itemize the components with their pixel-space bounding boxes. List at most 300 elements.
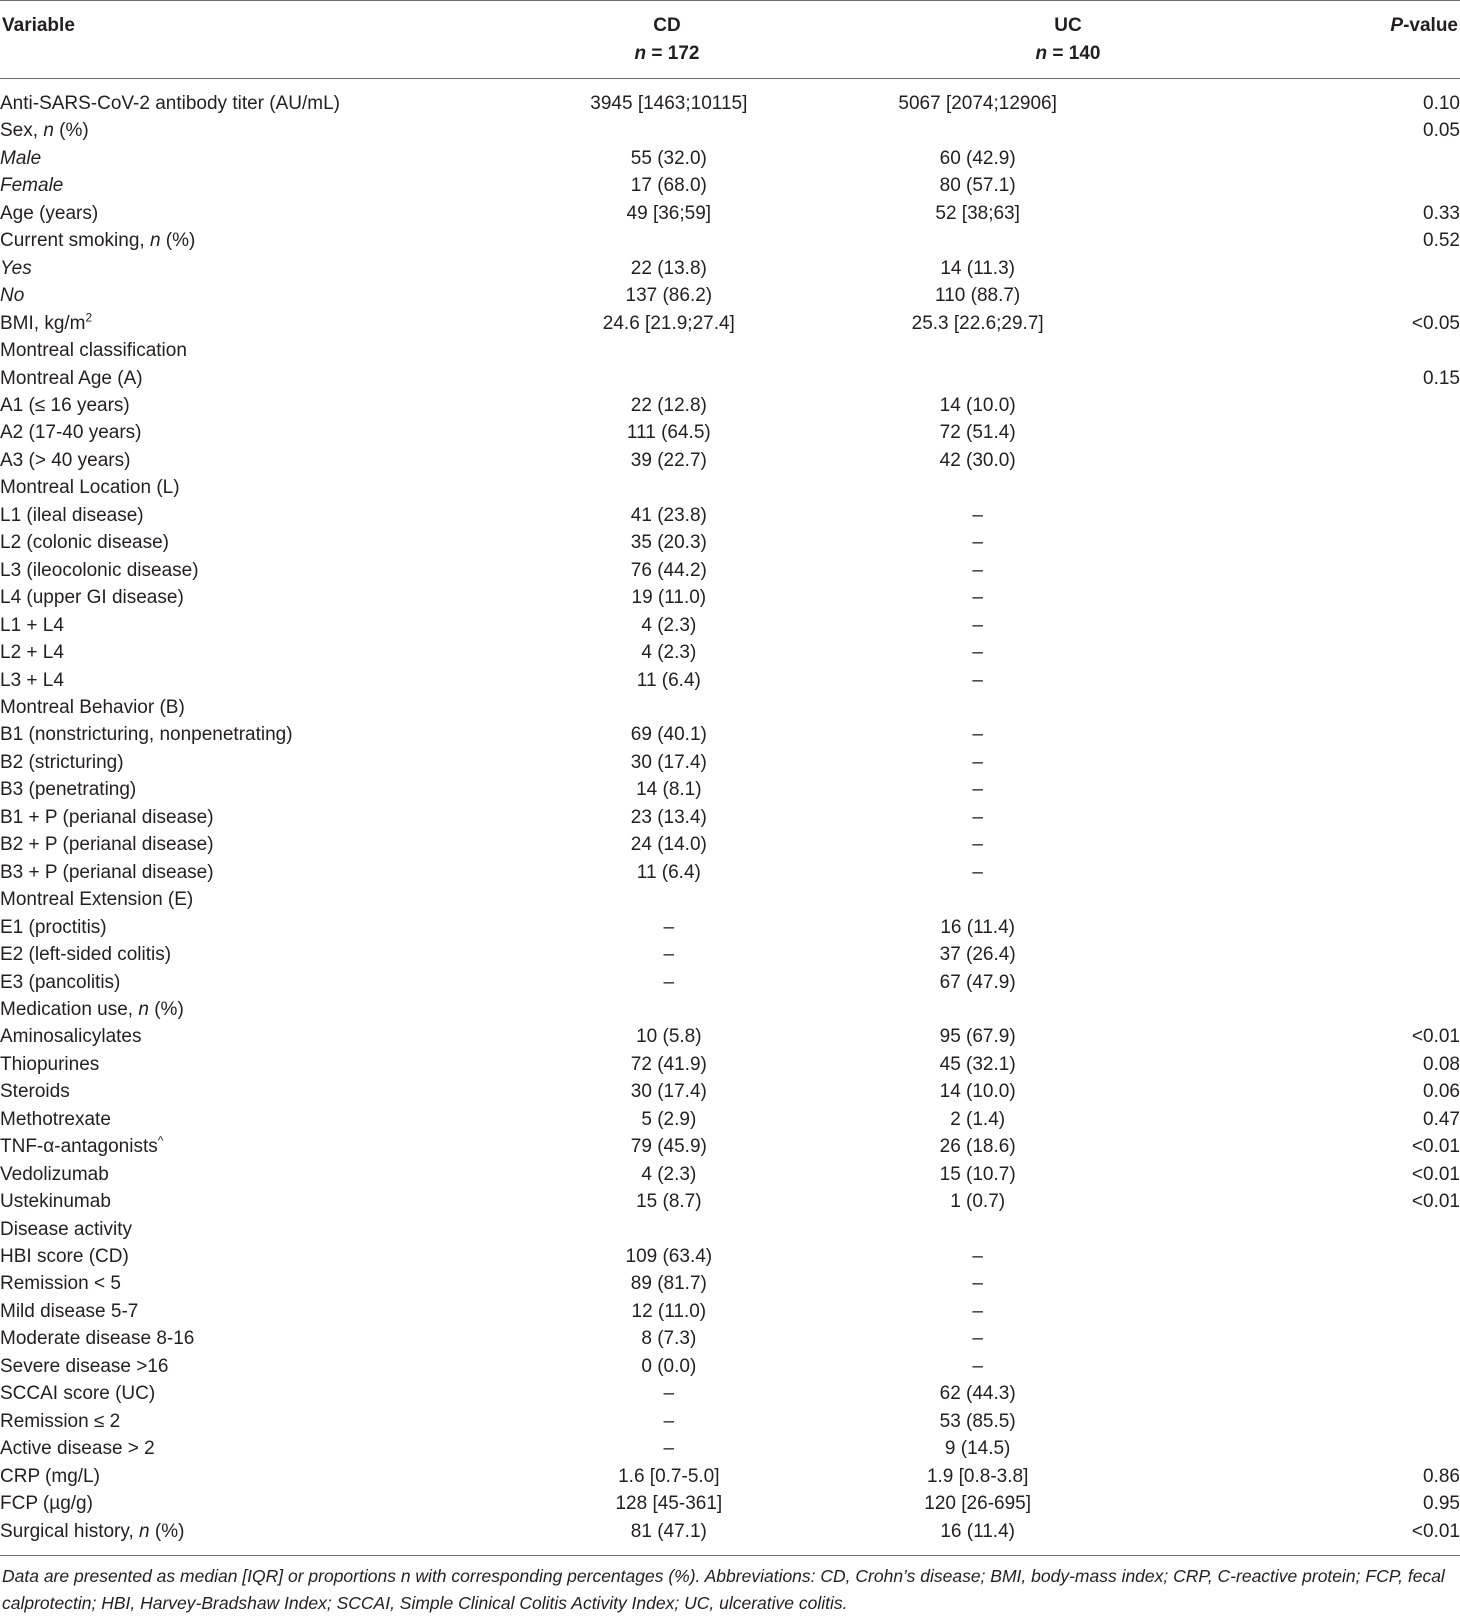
uc-value: –	[972, 751, 983, 773]
row-label-part: (%)	[160, 230, 196, 252]
cd-value: 35 (20.3)	[630, 532, 707, 554]
table-row	[0, 502, 1460, 529]
p-value	[1179, 282, 1460, 309]
uc-value	[776, 886, 1179, 913]
row-label	[0, 255, 562, 282]
table-row	[0, 227, 1460, 254]
row-label-text: L3 (ileocolonic disease)	[0, 559, 199, 581]
row-label	[0, 392, 562, 419]
row-label-text: Active disease > 2	[0, 1438, 155, 1460]
row-label	[0, 117, 562, 144]
cd-value: 24.6 [21.9;27.4]	[602, 312, 735, 334]
row-label-text: Age (years)	[0, 202, 99, 224]
uc-value: 45 (32.1)	[939, 1053, 1016, 1075]
row-label	[0, 1435, 562, 1462]
cd-value: 24 (14.0)	[630, 834, 707, 856]
row-label	[0, 667, 562, 694]
cd-value: 41 (23.8)	[630, 504, 707, 526]
table-row	[0, 694, 1460, 721]
uc-value: 5067 [2074;12906]	[898, 93, 1057, 114]
p-value	[1179, 1243, 1460, 1270]
row-label-text: B2 + P (perianal disease)	[0, 834, 214, 856]
uc-value: –	[972, 532, 983, 554]
row-label-text: Mild disease 5-7	[0, 1300, 139, 1322]
cd-value	[562, 474, 777, 501]
p-value	[1179, 721, 1460, 748]
row-label-text: Steroids	[0, 1081, 70, 1103]
uc-value	[776, 1216, 1179, 1243]
header-p-italic: P	[1390, 15, 1404, 36]
row-label-part: n	[149, 230, 161, 252]
uc-value: –	[972, 1328, 983, 1350]
cd-value	[562, 886, 777, 913]
uc-value: 16 (11.4)	[940, 916, 1015, 938]
p-value: 0.52	[1423, 230, 1460, 252]
table-row	[0, 639, 1460, 666]
row-label-text: Severe disease >16	[0, 1355, 169, 1377]
row-label-text: Remission < 5	[0, 1273, 121, 1295]
row-label-text: A1 (≤ 16 years)	[0, 394, 130, 416]
row-label	[0, 749, 562, 776]
cd-value: –	[663, 1410, 675, 1432]
table-row	[0, 1243, 1460, 1270]
table-row	[0, 1408, 1460, 1435]
row-label-text: B1 (nonstricturing, nonpenetrating)	[0, 724, 293, 746]
table-row	[0, 1188, 1460, 1215]
cd-value: 76 (44.2)	[630, 559, 707, 581]
table-row	[0, 749, 1460, 776]
uc-value: 14 (11.3)	[940, 257, 1015, 279]
p-value: <0.01	[1411, 1191, 1460, 1213]
cd-value: 4 (2.3)	[641, 614, 697, 636]
row-label	[0, 941, 562, 968]
table-row	[0, 1380, 1460, 1407]
table-row	[0, 1435, 1460, 1462]
uc-value	[776, 337, 1179, 364]
row-label	[0, 1298, 562, 1325]
row-label-text: CRP (mg/L)	[0, 1465, 100, 1487]
p-value	[1179, 474, 1460, 501]
p-value	[1179, 255, 1460, 282]
row-label-text: E3 (pancolitis)	[0, 971, 121, 993]
cd-value: 1.6 [0.7-5.0]	[618, 1465, 720, 1487]
p-value: 0.05	[1423, 120, 1460, 142]
uc-value: –	[972, 1273, 983, 1295]
cd-value: 137 (86.2)	[625, 285, 713, 307]
row-label-text: HBI score (CD)	[0, 1246, 129, 1268]
p-value	[1179, 694, 1460, 721]
row-label	[0, 310, 562, 337]
uc-value	[776, 694, 1179, 721]
row-label-text: Female	[0, 175, 64, 197]
uc-value: 1 (0.7)	[950, 1191, 1006, 1213]
p-value	[1179, 502, 1460, 529]
row-label	[0, 914, 562, 941]
row-label	[0, 996, 562, 1023]
p-value	[1179, 831, 1460, 858]
table-row	[0, 1298, 1460, 1325]
row-label-text: No	[0, 285, 25, 307]
p-value	[1179, 419, 1460, 446]
cd-value: 69 (40.1)	[630, 724, 707, 746]
uc-value	[776, 117, 1179, 144]
row-label	[0, 1078, 562, 1105]
header-uc-n-value: = 140	[1047, 43, 1101, 64]
uc-value: 110 (88.7)	[935, 285, 1021, 307]
row-label	[0, 1023, 562, 1050]
row-label	[0, 859, 562, 886]
p-value	[1179, 969, 1460, 996]
row-label-text: Montreal Location (L)	[0, 477, 180, 499]
row-label-text: A2 (17-40 years)	[0, 422, 142, 444]
cd-value: –	[663, 916, 675, 938]
table-row	[0, 419, 1460, 446]
uc-value: 42 (30.0)	[939, 449, 1016, 471]
uc-value: 9 (14.5)	[944, 1438, 1011, 1460]
row-label	[0, 612, 562, 639]
p-value	[1179, 529, 1460, 556]
p-value	[1179, 886, 1460, 913]
uc-value: –	[972, 806, 983, 828]
table-row	[0, 969, 1460, 996]
cd-value: 128 [45-361]	[615, 1493, 723, 1515]
cd-value: 17 (68.0)	[630, 175, 707, 197]
row-label	[0, 694, 562, 721]
p-value	[1179, 1435, 1460, 1462]
table-row	[0, 365, 1460, 392]
header-rule	[0, 78, 1460, 79]
row-label-text: A3 (> 40 years)	[0, 449, 131, 471]
row-label-text: L2 + L4	[0, 642, 64, 664]
uc-value: –	[972, 614, 983, 636]
cd-value: –	[663, 1383, 675, 1405]
table-row	[0, 310, 1460, 337]
cd-value: 5 (2.9)	[641, 1108, 697, 1130]
row-label	[0, 200, 562, 227]
row-label-text: Thiopurines	[0, 1053, 100, 1075]
p-value	[1179, 804, 1460, 831]
p-value: 0.33	[1423, 202, 1460, 224]
row-label	[0, 969, 562, 996]
row-label	[0, 639, 562, 666]
p-value	[1179, 584, 1460, 611]
row-label	[0, 1216, 562, 1243]
p-value: <0.05	[1411, 312, 1460, 334]
p-value	[1179, 859, 1460, 886]
uc-value: 14 (10.0)	[939, 394, 1016, 416]
p-value	[1179, 447, 1460, 474]
cd-value: 72 (41.9)	[630, 1053, 707, 1075]
row-label-superscript: 2	[85, 310, 93, 325]
cd-value: 89 (81.7)	[630, 1273, 707, 1295]
uc-value: –	[972, 1246, 983, 1268]
cd-value: 3945 [1463;10115]	[590, 93, 748, 114]
cd-value: 111 (64.5)	[626, 422, 711, 444]
header-cd-label: CD	[653, 15, 681, 36]
row-label	[0, 447, 562, 474]
cd-value: 30 (17.4)	[630, 1081, 707, 1103]
row-label	[0, 1051, 562, 1078]
header-cd-n-value: = 172	[646, 43, 700, 64]
row-label	[0, 1106, 562, 1133]
p-value	[1179, 145, 1460, 172]
cd-value: 23 (13.4)	[630, 806, 707, 828]
p-value	[1179, 914, 1460, 941]
row-label-text: B1 + P (perianal disease)	[0, 806, 214, 828]
row-label-text: L1 (ileal disease)	[0, 504, 144, 526]
table-row	[0, 1325, 1460, 1352]
table-row	[0, 1078, 1460, 1105]
row-label-text: Anti-SARS-CoV-2 antibody titer (AU/mL)	[0, 93, 341, 114]
table-row	[0, 1463, 1460, 1490]
uc-value: 53 (85.5)	[939, 1410, 1016, 1432]
row-label	[0, 90, 562, 117]
row-label-text: L2 (colonic disease)	[0, 532, 169, 554]
uc-value: –	[972, 779, 983, 801]
row-label-superscript: ^	[157, 1133, 164, 1148]
table-row	[0, 612, 1460, 639]
cd-value: 22 (13.8)	[630, 257, 707, 279]
row-label	[0, 1133, 562, 1160]
row-label	[0, 145, 562, 172]
row-label-part: n	[43, 120, 54, 142]
table-body	[0, 90, 1460, 1545]
uc-value: 16 (11.4)	[940, 1520, 1015, 1542]
row-label	[0, 776, 562, 803]
cd-value	[562, 227, 777, 254]
row-label	[0, 1325, 562, 1352]
cd-value: 15 (8.7)	[636, 1191, 702, 1213]
row-label-text: E1 (proctitis)	[0, 916, 107, 938]
row-label-text: B3 (penetrating)	[0, 779, 137, 801]
row-label-text: BMI, kg/m	[0, 312, 86, 334]
row-label-part: Surgical history,	[0, 1520, 140, 1542]
table-row	[0, 831, 1460, 858]
table-row	[0, 1106, 1460, 1133]
p-value	[1179, 172, 1460, 199]
p-value: 0.86	[1423, 1465, 1460, 1487]
row-label-part: Current smoking,	[0, 230, 150, 252]
table-row	[0, 584, 1460, 611]
cd-value	[562, 996, 777, 1023]
p-value	[1179, 337, 1460, 364]
uc-value: 67 (47.9)	[939, 971, 1016, 993]
cd-value: 4 (2.3)	[641, 642, 697, 664]
top-rule	[0, 0, 1460, 1]
row-label-text: Montreal Behavior (B)	[0, 696, 185, 718]
uc-value: –	[972, 724, 983, 746]
cd-value	[562, 1216, 777, 1243]
row-label-part: Medication use,	[0, 998, 139, 1020]
row-label	[0, 337, 562, 364]
p-value	[1179, 996, 1460, 1023]
cd-value: 39 (22.7)	[630, 449, 707, 471]
p-value	[1179, 776, 1460, 803]
row-label-text: Disease activity	[0, 1218, 132, 1240]
row-label	[0, 227, 562, 254]
cd-value	[562, 365, 777, 392]
p-value: <0.01	[1411, 1163, 1460, 1185]
table-row	[0, 914, 1460, 941]
table-row	[0, 90, 1460, 117]
row-label-part: Sex,	[0, 120, 44, 142]
table-row	[0, 1051, 1460, 1078]
uc-value	[776, 227, 1179, 254]
row-label	[0, 502, 562, 529]
row-label-text: Montreal classification	[0, 340, 187, 362]
p-value	[1179, 1325, 1460, 1352]
table-row	[0, 117, 1460, 144]
p-value	[1179, 639, 1460, 666]
table-row	[0, 1216, 1460, 1243]
cd-value: 11 (6.4)	[636, 861, 701, 883]
header-uc-n	[968, 40, 1168, 68]
row-label-text: L1 + L4	[0, 614, 64, 636]
row-label-text: Montreal Extension (E)	[0, 889, 194, 911]
cd-value: 19 (11.0)	[631, 587, 707, 609]
cd-value: 8 (7.3)	[641, 1328, 697, 1350]
uc-value: 95 (67.9)	[939, 1026, 1016, 1048]
uc-value: –	[972, 861, 983, 883]
table-row	[0, 447, 1460, 474]
uc-value: –	[972, 642, 983, 664]
row-label	[0, 1243, 562, 1270]
uc-value	[776, 365, 1179, 392]
table-row	[0, 529, 1460, 556]
cd-value: 55 (32.0)	[630, 147, 707, 169]
row-label	[0, 365, 562, 392]
p-value: 0.08	[1423, 1053, 1460, 1075]
cd-value: 4 (2.3)	[641, 1163, 697, 1185]
row-label-part: (%)	[148, 998, 184, 1020]
uc-value: 60 (42.9)	[939, 147, 1016, 169]
p-value	[1179, 1298, 1460, 1325]
cd-value: 0 (0.0)	[641, 1355, 697, 1377]
uc-value	[776, 996, 1179, 1023]
row-label-text: E2 (left-sided colitis)	[0, 944, 172, 966]
row-label	[0, 886, 562, 913]
row-label-text: B2 (stricturing)	[0, 751, 124, 773]
uc-value: –	[972, 504, 983, 526]
uc-value: –	[972, 1355, 983, 1377]
p-value	[1179, 667, 1460, 694]
row-label-text: Montreal Age (A)	[0, 367, 143, 389]
uc-value	[776, 474, 1179, 501]
row-label	[0, 584, 562, 611]
table-row	[0, 145, 1460, 172]
table-row	[0, 776, 1460, 803]
uc-value: 1.9 [0.8-3.8]	[926, 1465, 1029, 1487]
cd-value: –	[663, 944, 675, 966]
uc-value: –	[972, 1300, 983, 1322]
p-value	[1179, 1353, 1460, 1380]
row-label	[0, 1408, 562, 1435]
row-label	[0, 282, 562, 309]
table-row	[0, 282, 1460, 309]
p-value: <0.01	[1411, 1136, 1460, 1158]
p-value	[1179, 557, 1460, 584]
row-label	[0, 804, 562, 831]
row-label-text: Yes	[0, 257, 32, 279]
uc-value: 80 (57.1)	[939, 175, 1016, 197]
row-label-part: (%)	[53, 120, 89, 142]
table-row	[0, 392, 1460, 419]
uc-value: –	[972, 834, 983, 856]
header-cd	[567, 12, 767, 68]
table-row	[0, 721, 1460, 748]
p-value	[1179, 1216, 1460, 1243]
row-label-text: Moderate disease 8-16	[0, 1328, 195, 1350]
p-value: 0.06	[1423, 1081, 1460, 1103]
p-value	[1179, 941, 1460, 968]
row-label-text: Aminosalicylates	[0, 1026, 142, 1048]
uc-value: 52 [38;63]	[935, 202, 1020, 224]
cd-value: 14 (8.1)	[636, 779, 702, 801]
row-label	[0, 557, 562, 584]
row-label-text: TNF-α-antagonists	[0, 1136, 158, 1158]
cd-value: 10 (5.8)	[636, 1026, 702, 1048]
cd-value	[562, 117, 777, 144]
uc-value: 15 (10.7)	[939, 1163, 1016, 1185]
table-row	[0, 474, 1460, 501]
row-label-text: SCCAI score (UC)	[0, 1383, 156, 1405]
row-label-text: B3 + P (perianal disease)	[0, 861, 214, 883]
cd-value: 49 [36;59]	[626, 202, 712, 224]
table-row	[0, 557, 1460, 584]
cd-value: 30 (17.4)	[630, 751, 707, 773]
row-label	[0, 1270, 562, 1297]
cd-value	[562, 694, 777, 721]
p-value: 0.47	[1423, 1108, 1460, 1130]
p-value	[1179, 392, 1460, 419]
header-uc	[968, 12, 1168, 68]
row-label	[0, 1188, 562, 1215]
table-row	[0, 886, 1460, 913]
row-label	[0, 172, 562, 199]
uc-value: 2 (1.4)	[950, 1108, 1006, 1130]
row-label-text: Remission ≤ 2	[0, 1410, 121, 1432]
uc-value: –	[972, 669, 983, 691]
row-label-part: n	[138, 998, 149, 1020]
cd-value	[562, 337, 777, 364]
row-label-text: L4 (upper GI disease)	[0, 587, 184, 609]
uc-value: –	[972, 587, 983, 609]
table-row	[0, 1518, 1460, 1545]
row-label	[0, 1518, 562, 1545]
uc-value: 37 (26.4)	[939, 944, 1016, 966]
cd-value: 81 (47.1)	[630, 1520, 707, 1542]
table-row	[0, 1133, 1460, 1160]
table-row	[0, 996, 1460, 1023]
table-row	[0, 1270, 1460, 1297]
table-header	[0, 12, 1460, 72]
p-value	[1179, 749, 1460, 776]
table-row	[0, 172, 1460, 199]
row-label-part: (%)	[149, 1520, 185, 1542]
row-label	[0, 529, 562, 556]
row-label-text: Male	[0, 147, 42, 169]
p-value	[1179, 1380, 1460, 1407]
table-row	[0, 859, 1460, 886]
header-variable: Variable	[2, 15, 75, 36]
header-p-value	[1390, 12, 1458, 40]
cd-value: 109 (63.4)	[625, 1246, 713, 1268]
row-label-text: Vedolizumab	[0, 1163, 109, 1185]
header-uc-n-prefix: n	[1035, 43, 1048, 64]
cd-value: –	[663, 971, 675, 993]
table-row	[0, 337, 1460, 364]
p-value	[1179, 612, 1460, 639]
